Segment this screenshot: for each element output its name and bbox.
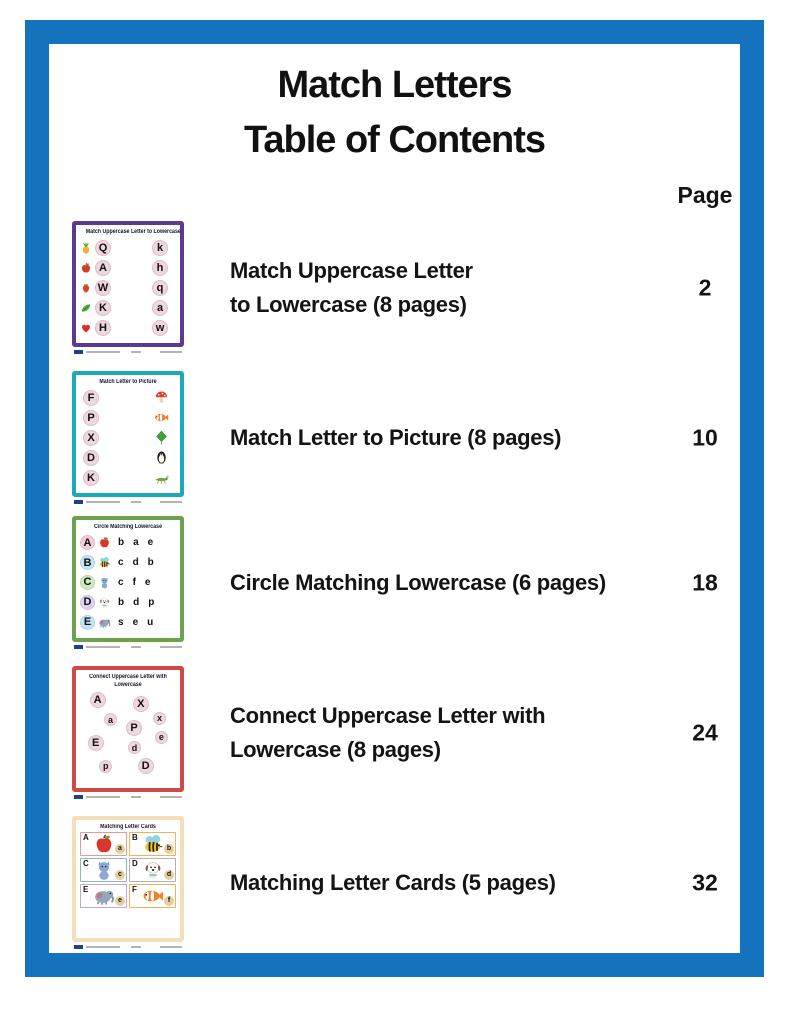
card-lowercase-letter: c (115, 870, 125, 880)
mushroom-icon (154, 390, 169, 405)
option-letter: e (132, 616, 139, 628)
scatter-letter (90, 692, 106, 708)
thumbnail-row (80, 595, 176, 610)
thumbnail-wrap (72, 816, 184, 951)
publisher-logo (74, 350, 83, 354)
entry-title-line: Match Uppercase Letter (230, 258, 473, 283)
scatter-letter (155, 731, 168, 744)
toc-entry-row (49, 368, 740, 508)
card-lowercase-letter: f (164, 896, 174, 906)
letter-card (129, 884, 176, 908)
toc-entry-row (49, 218, 740, 358)
letter-circle: D (83, 450, 99, 466)
clownfish-icon (154, 410, 169, 425)
footer-page-label (131, 946, 141, 948)
thumbnail-footer (72, 497, 184, 506)
page-title (49, 58, 740, 168)
option-letter: e (147, 537, 154, 549)
letter-circle: d (128, 741, 141, 754)
card-uppercase-letter: B (132, 832, 138, 842)
letter-circle: X (133, 696, 149, 712)
letter-circle: F (83, 390, 99, 406)
entry-page-number: 2 (698, 274, 712, 301)
option-letter: a (133, 537, 139, 549)
entry-page-number: 24 (692, 719, 718, 746)
penguin-icon (154, 450, 169, 465)
letter-circle: C (80, 575, 95, 590)
card-lowercase-letter: e (115, 896, 125, 906)
publisher-logo (74, 945, 83, 949)
entry-page-number: 10 (692, 424, 718, 451)
thumbnail-row (80, 575, 176, 590)
scatter-letter (138, 758, 154, 774)
letter-card (80, 858, 127, 882)
thumbnail-row (80, 535, 176, 550)
pineapple-icon (80, 242, 92, 254)
letter-circle: A (80, 535, 95, 550)
scatter-letter (133, 696, 149, 712)
letter-card (129, 832, 176, 856)
thumbnail-body (80, 689, 176, 785)
scatter-letter (126, 720, 142, 736)
option-letter: d (133, 596, 140, 608)
thumbnail-row (80, 555, 176, 570)
clownfish-icon (142, 885, 164, 907)
option-letter: f (132, 576, 136, 588)
heart-icon (80, 322, 92, 334)
worksheet-thumbnail (72, 666, 184, 792)
entry-title (230, 421, 561, 455)
entry-page-number: 18 (692, 569, 718, 596)
thumbnail-body (80, 386, 176, 490)
entry-title-line: Match Letter to Picture (8 pages) (230, 425, 562, 450)
letter-circle: x (153, 712, 166, 725)
letter-circle: E (88, 735, 104, 751)
kite-icon (154, 430, 169, 445)
entry-title-line: Connect Uppercase Letter with (230, 703, 546, 728)
card-uppercase-letter: F (132, 884, 137, 894)
thumbnail-title: Connect Uppercase Letter with (89, 673, 167, 680)
thumbnail-row (80, 615, 176, 630)
thumbnail-body (80, 236, 176, 340)
letter-circle: q (152, 280, 168, 296)
thumbnail-row (80, 240, 176, 256)
grasshopper-icon (154, 470, 169, 485)
thumbnail-footer (72, 642, 184, 651)
worksheet-thumbnail (72, 371, 184, 497)
thumbnail-body (80, 531, 176, 635)
page-title-line2: Table of Contents (243, 119, 546, 161)
apple-icon (80, 262, 92, 274)
card-lowercase-letter: b (164, 844, 174, 854)
scatter-letter (128, 741, 141, 754)
letter-circle: p (99, 760, 112, 773)
thumbnail-row (80, 470, 176, 486)
entry-title (230, 254, 473, 322)
thumbnail-footer (72, 942, 184, 951)
entry-title-line: Circle Matching Lowercase (6 pages) (230, 570, 606, 595)
thumbnail-row (80, 280, 176, 296)
entry-title (230, 566, 606, 600)
footer-text-line (86, 501, 120, 503)
footer-page-label (131, 646, 141, 648)
letter-circle: A (90, 692, 106, 708)
worksheet-thumbnail (72, 221, 184, 347)
entry-title (230, 699, 545, 767)
thumbnail-body (80, 831, 176, 935)
bee-icon (142, 833, 164, 855)
thumbnail-row (80, 390, 176, 406)
thumbnail-wrap (72, 221, 184, 356)
option-letter: e (144, 576, 151, 588)
card-lowercase-letter: a (115, 844, 125, 854)
elephant-icon (93, 885, 115, 907)
worksheet-thumbnail (72, 816, 184, 942)
thumbnail-wrap (72, 371, 184, 506)
leaf-icon (80, 302, 92, 314)
scatter-letter (153, 712, 166, 725)
thumbnail-title: Lowercase (114, 681, 142, 688)
entry-page-number: 32 (692, 869, 718, 896)
letter-circle: k (152, 240, 168, 256)
thumbnail-row (80, 300, 176, 316)
entry-title (230, 866, 556, 900)
letter-circle: D (80, 595, 95, 610)
thumbnail-footer (72, 347, 184, 356)
elephant-icon (98, 616, 111, 629)
footer-site-label (160, 501, 182, 503)
scatter-letter (88, 735, 104, 751)
letter-cards-grid (80, 831, 176, 909)
strawberry-icon (80, 282, 92, 294)
letter-circle: P (83, 410, 99, 426)
thumbnail-title: Match Uppercase Letter to Lowercase (85, 228, 181, 235)
option-letter: b (147, 557, 154, 569)
card-uppercase-letter: C (83, 858, 89, 868)
letter-card (129, 858, 176, 882)
cat-icon (98, 576, 111, 589)
thumbnail-title: Match Letter to Picture (99, 378, 157, 385)
option-letter: p (148, 596, 155, 608)
page-content (49, 44, 740, 953)
letter-circle: E (80, 615, 95, 630)
publisher-logo (74, 500, 83, 504)
option-letter: u (147, 616, 154, 628)
letter-circle: A (95, 260, 111, 276)
footer-text-line (86, 796, 120, 798)
footer-site-label (160, 946, 182, 948)
thumbnail-title: Matching Letter Cards (100, 823, 156, 830)
card-uppercase-letter: E (83, 884, 89, 894)
scatter-letter (104, 713, 117, 726)
option-letter: c (118, 557, 124, 569)
thumbnail-wrap (72, 516, 184, 651)
option-letter: s (118, 616, 124, 628)
letter-card (80, 832, 127, 856)
footer-site-label (160, 351, 182, 353)
apple-icon (98, 536, 111, 549)
letter-circle: K (83, 470, 99, 486)
option-letter: d (132, 557, 139, 569)
publisher-logo (74, 645, 83, 649)
apple-icon (93, 833, 115, 855)
footer-site-label (160, 646, 182, 648)
letter-circle: B (80, 555, 95, 570)
bee-icon (98, 556, 111, 569)
footer-text-line (86, 351, 120, 353)
thumbnail-row (80, 260, 176, 276)
entry-title-line: Lowercase (8 pages) (230, 737, 441, 762)
footer-page-label (131, 501, 141, 503)
option-letter: c (118, 576, 124, 588)
thumbnail-row (80, 450, 176, 466)
option-letter: b (118, 537, 125, 549)
letter-circle: h (152, 260, 168, 276)
footer-page-label (131, 796, 141, 798)
cat-icon (93, 859, 115, 881)
footer-text-line (86, 946, 120, 948)
letter-circle: W (95, 280, 111, 296)
footer-site-label (160, 796, 182, 798)
thumbnail-row (80, 410, 176, 426)
footer-page-label (131, 351, 141, 353)
letter-circle: X (83, 430, 99, 446)
toc-entry-row (49, 663, 740, 803)
card-uppercase-letter: A (83, 832, 89, 842)
letter-circle: w (152, 320, 168, 336)
letter-circle: e (155, 731, 168, 744)
worksheet-thumbnail (72, 516, 184, 642)
scatter-letter (99, 760, 112, 773)
thumbnail-footer (72, 792, 184, 801)
entry-title-line: Matching Letter Cards (5 pages) (230, 870, 556, 895)
letter-circle: D (138, 758, 154, 774)
dog-icon (98, 596, 111, 609)
publisher-logo (74, 795, 83, 799)
card-lowercase-letter: d (164, 870, 174, 880)
page-title-line1: Match Letters (277, 64, 512, 106)
footer-text-line (86, 646, 120, 648)
letter-circle: a (104, 713, 117, 726)
letter-circle: K (95, 300, 111, 316)
option-letter: b (118, 596, 125, 608)
toc-entry-row (49, 513, 740, 653)
thumbnail-row (80, 320, 176, 336)
toc-entry-row (49, 813, 740, 953)
letter-circle: Q (95, 240, 111, 256)
page-column-header: Page (677, 182, 733, 208)
thumbnail-wrap (72, 666, 184, 801)
dog-icon (142, 859, 164, 881)
card-uppercase-letter: D (132, 858, 138, 868)
thumbnail-title: Circle Matching Lowercase (93, 523, 163, 530)
letter-card (80, 884, 127, 908)
letter-circle: a (152, 300, 168, 316)
letter-circle: P (126, 720, 142, 736)
letter-circle: H (95, 320, 111, 336)
entry-title-line: to Lowercase (8 pages) (230, 292, 467, 317)
thumbnail-row (80, 430, 176, 446)
